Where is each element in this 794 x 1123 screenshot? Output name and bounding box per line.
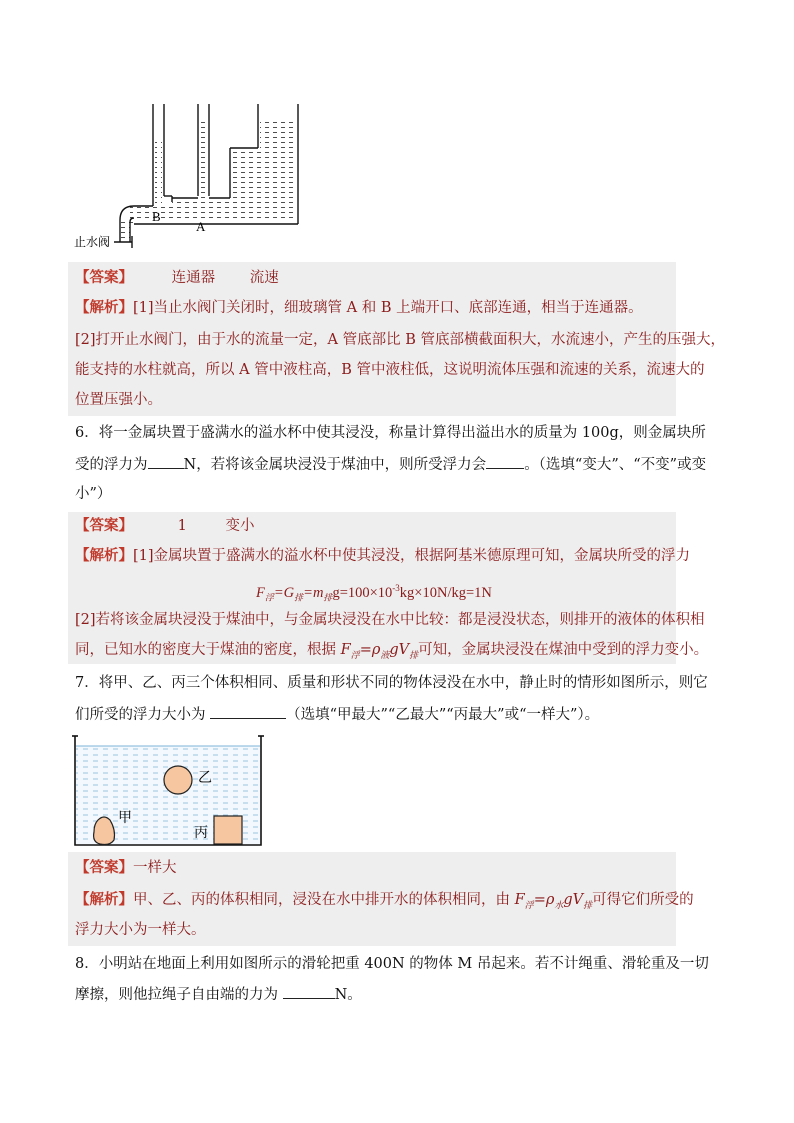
q8-line-1: 8．小明站在地面上利用如图所示的滑轮把重 400N 的物体 M 吊起来。若不计绳重、滑轮重及一切 <box>75 956 709 972</box>
tank-figure <box>72 734 264 848</box>
label-bing: 丙 <box>194 825 208 841</box>
q7-analysis-2: 浮力大小为一样大。 <box>75 922 206 938</box>
label-yi: 乙 <box>198 770 212 786</box>
q6-line-1: 6．将一金属块置于盛满水的溢水杯中使其浸没，称量计算得出溢出水的质量为 100g，则金属块所 <box>75 425 706 441</box>
q6-formula: $F_浮=G_排=m_排g=100\times 10^{-3}kg\times 10N/kg=1N$ <box>256 583 492 603</box>
blank-1 <box>283 984 335 999</box>
q5-analysis-2a: [2]打开止水阀门，由于水的流量一定，A 管底部比 B 管底部横截面积大，水流速小，产生的压强大， <box>75 332 725 348</box>
q6-analysis-2a: [2]若将该金属块浸没于煤油中，与金属块浸没在水中比较：都是浸没状态，则排开的液体的体积相 <box>75 612 705 628</box>
answer-2: 变小 <box>225 518 255 534</box>
blank-2 <box>486 454 524 469</box>
blank-1 <box>148 454 184 469</box>
q8-line-2: 摩擦，则他拉绳子自由端的力为 N。 <box>75 984 362 1005</box>
q6-line-2: 受的浮力为 N，若将该金属块浸没于煤油中，则所受浮力会 。（选填“变大”、“不变”或变 <box>75 454 706 475</box>
answer-2: 流速 <box>249 270 279 286</box>
q6-analysis-2b: 同，已知水的密度大于煤油的密度，根据 $F_浮=\rho_液gV_排$可知，金属块浸没在煤油中受到的浮力变小。 <box>75 642 709 661</box>
q5-analysis-2b: 能支持的水柱就高，所以 A 管中液柱高，B 管中液柱低，这说明流体压强和流速的关系，流速大的 <box>75 362 705 378</box>
analysis-tag: 【解析】 <box>75 299 133 316</box>
q7-line-2: 们所受的浮力大小为 （选填“甲最大”“乙最大”“丙最大”或“一样大”）。 <box>75 704 599 725</box>
q5-answer-line <box>75 268 279 288</box>
connected-tubes-figure <box>72 100 312 252</box>
q6-line-3: 小”） <box>75 486 112 502</box>
q6-answer-line: 【答案】 1 变小 <box>75 517 255 534</box>
label-b: B <box>152 209 161 224</box>
q6-analysis-1: 【解析】[1]金属块置于盛满水的溢水杯中使其浸没，根据阿基米德原理可知，金属块所受的浮力 <box>75 547 691 564</box>
q7-analysis-1: 【解析】甲、乙、丙的体积相同，浸没在水中排开水的体积相同，由 $F_浮=\rho_水gV_排$可得它们所受的 <box>75 891 694 911</box>
answer-tag: 【答案】 <box>75 269 133 286</box>
q5-analysis-1: 【解析】[1]当止水阀门关闭时，细玻璃管 A 和 B 上端开口、底部连通，相当于连通器。 <box>75 299 643 316</box>
answer-1: 1 <box>177 518 187 534</box>
answer: 一样大 <box>133 860 177 876</box>
q7-line-1: 7．将甲、乙、丙三个体积相同、质量和形状不同的物体浸没在水中，静止时的情形如图所示，则它 <box>75 675 708 691</box>
label-a: A <box>196 219 206 234</box>
blank-1 <box>210 704 286 719</box>
label-jia: 甲 <box>118 810 132 826</box>
q7-answer-line: 【答案】一样大 <box>75 859 177 876</box>
answer-1: 连通器 <box>171 270 216 286</box>
q5-analysis-2c: 位置压强小。 <box>75 392 162 408</box>
object-bing <box>214 816 242 844</box>
valve-label: 止水阀 <box>74 235 111 249</box>
object-yi <box>164 766 192 794</box>
